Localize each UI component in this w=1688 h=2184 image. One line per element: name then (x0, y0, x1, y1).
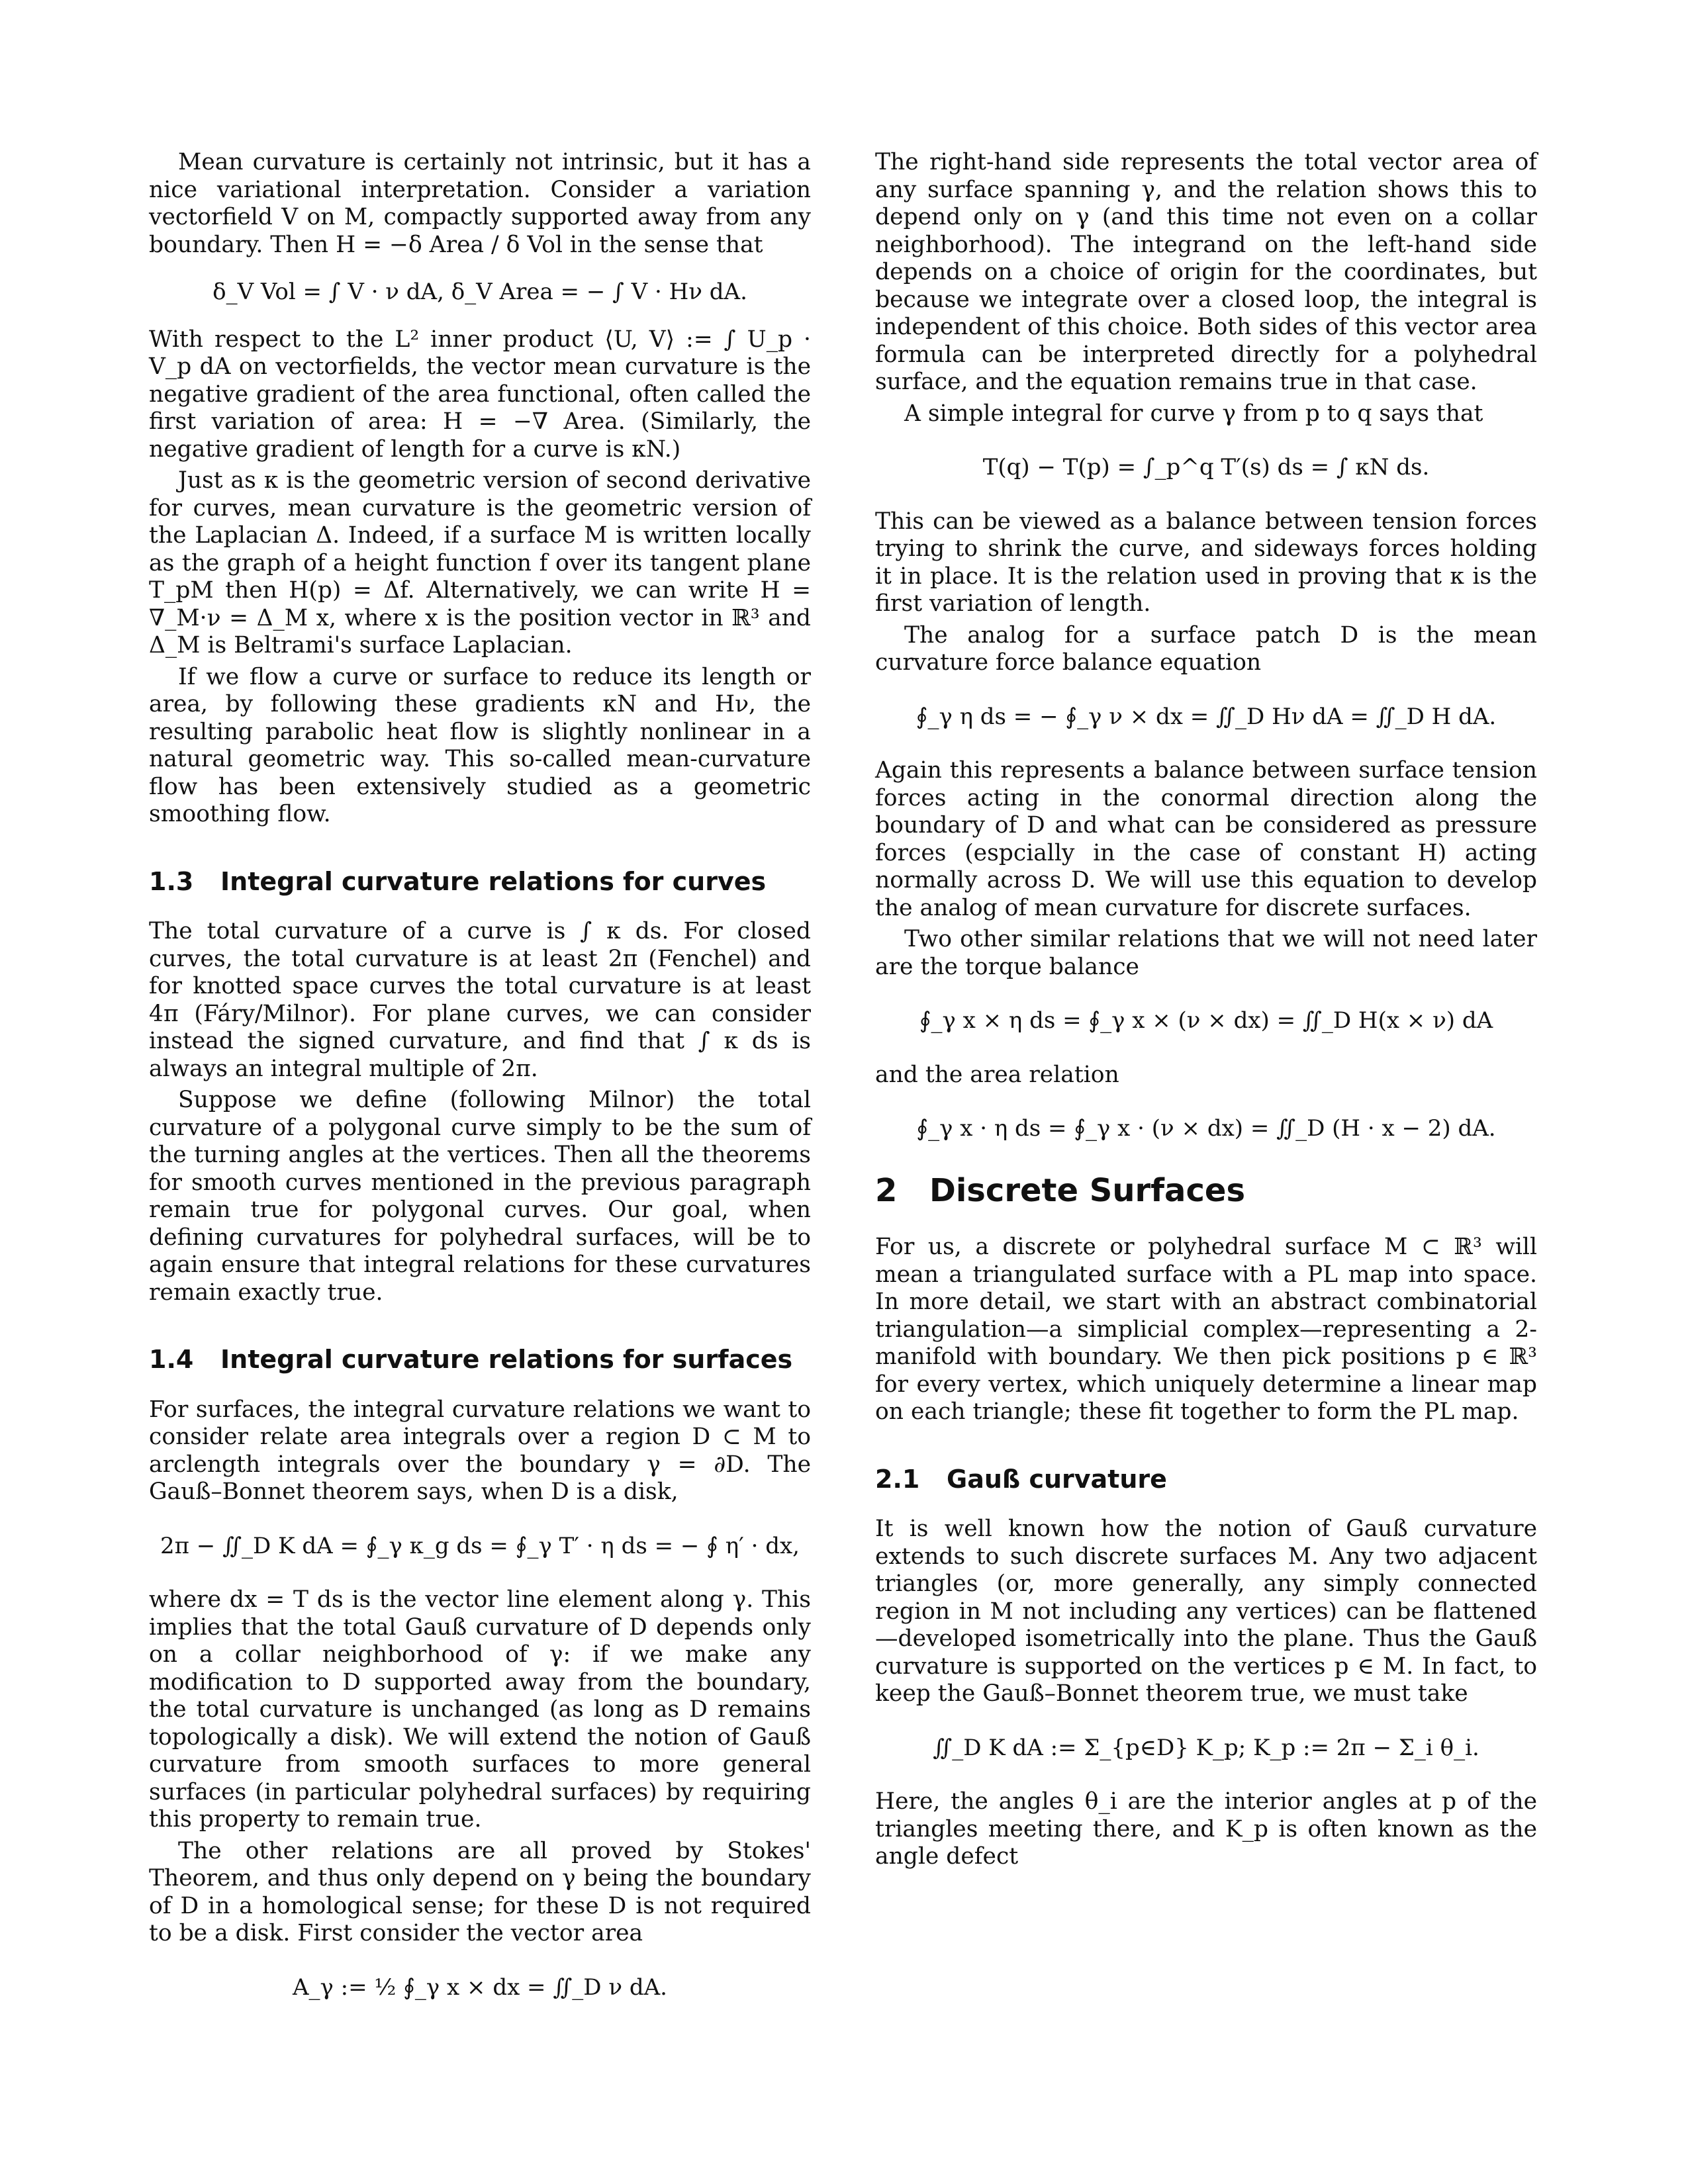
paragraph: With respect to the L² inner product ⟨U, V⟩ := ∫ U_p · V_p dA on vectorfields, the vector mean curvature is the negative gradient of the area functional, often called the first variation of area: H = −∇ Area. (Similarly, the negative gradient of length for a curve is κN.) (149, 326, 811, 463)
paragraph: For surfaces, the integral curvature relations we want to consider relate area integrals over a region D ⊂ M to arclength integrals over the boundary γ = ∂D. The Gauß–Bonnet theorem says, when D is a disk, (149, 1396, 811, 1505)
paragraph: The other relations are all proved by Stokes' Theorem, and thus only depend on γ being the boundary of D in a homological sense; for these D is not required to be a disk. First consider the vector area (149, 1837, 811, 1946)
paragraph: For us, a discrete or polyhedral surface M ⊂ ℝ³ will mean a triangulated surface with a PL map into space. In more detail, we start with an abstract combinatorial triangulation—a simplicial complex—representing a 2-manifold with boundary. We then pick positions p ∈ ℝ³ for every vertex, which uniquely determine a linear map on each triangle; these fit together to form the PL map. (875, 1234, 1537, 1425)
paragraph: Again this represents a balance between surface tension forces acting in the conormal direction along the boundary of D and what can be considered as pressure forces (espcially in the case of constant H) acting normally across D. We will use this equation to develop the analog of mean curvature for discrete surfaces. (875, 757, 1537, 921)
paragraph: Here, the angles θ_i are the interior angles at p of the triangles meeting there, and K_p is often known as the angle defect (875, 1788, 1537, 1870)
equation-area-relation: ∮_γ x · η ds = ∮_γ x · (ν × dx) = ∬_D (H · x − 2) dA. (916, 1115, 1496, 1142)
paragraph: where dx = T ds is the vector line element along γ. This implies that the total Gauß curvature of D depends only on a collar neighborhood of γ: if we make any modification to D supported away from the boundary, the total curvature is unchanged (as long as D remains topologically a disk). We will extend the notion of Gauß curvature from smooth surfaces to more general surfaces (in particular polyhedral surfaces) by requiring this property to remain true. (149, 1586, 811, 1833)
section-heading-2-1: 2.1 Gauß curvature (875, 1464, 1167, 1494)
equation-gauss-bonnet: 2π − ∬_D K dA = ∮_γ κ_g ds = ∮_γ T′ · η ds = − ∮ η′ · dx, (160, 1532, 800, 1559)
paragraph: Just as κ is the geometric version of second derivative for curves, mean curvature is the geometric version of the Laplacian Δ. Indeed, if a surface M is written locally as the graph of a height function f over its tangent plane T_pM then H(p) = Δf. Alternatively, we can write H = ∇_M·ν = Δ_M x, where x is the position vector in ℝ³ and Δ_M is Beltrami's surface Laplacian. (149, 467, 811, 659)
paragraph: The right-hand side represents the total vector area of any surface spanning γ, and the relation shows this to depend only on γ (and this time not even on a collar neighborhood). The integrand on the left-hand side depends on a choice of origin for the coordinates, but because we integrate over a closed loop, the integral is independent of this choice. Both sides of this vector area formula can be interpreted directly for a polyhedral surface, and the equation remains true in that case. (875, 149, 1537, 395)
paragraph: The analog for a surface patch D is the mean curvature force balance equation (875, 621, 1537, 676)
paragraph: It is well known how the notion of Gauß curvature extends to such discrete surfaces M. Any two adjacent triangles (or, more generally, any simply connected region in M not including any vertices) can be flattened—developed isometrically into the plane. Thus the Gauß curvature is supported on the vertices p ∈ M. In fact, to keep the Gauß–Bonnet theorem true, we must take (875, 1516, 1537, 1707)
equation-variation: δ_V Vol = ∫ V · ν dA, δ_V Area = − ∫ V · Hν dA. (212, 279, 747, 305)
paragraph: and the area relation (875, 1061, 1119, 1088)
equation-angle-defect: ∬_D K dA := Σ_{p∈D} K_p; K_p := 2π − Σ_i θ_i. (933, 1734, 1479, 1761)
equation-torque-balance: ∮_γ x × η ds = ∮_γ x × (ν × dx) = ∬_D H(x × ν) dA (919, 1007, 1493, 1034)
paragraph: Mean curvature is certainly not intrinsic, but it has a nice variational interpretation. Consider a variation vectorfield V on M, compactly supported away from any boundary. Then H = −δ Area / δ Vol in the sense that (149, 149, 811, 258)
paragraph: Suppose we define (following Milnor) the total curvature of a polygonal curve simply to be the sum of the turning angles at the vertices. Then all the theorems for smooth curves mentioned in the previous paragraph remain true for polygonal curves. Our goal, when defining curvatures for polyhedral surfaces, will be to again ensure that integral relations for these curvatures remain exactly true. (149, 1087, 811, 1306)
paragraph: A simple integral for curve γ from p to q says that (904, 400, 1483, 427)
section-heading-1-3: 1.3 Integral curvature relations for curves (149, 866, 767, 896)
paragraph: This can be viewed as a balance between tension forces trying to shrink the curve, and sideways forces holding it in place. It is the relation used in proving that κ is the first variation of length. (875, 508, 1537, 617)
paragraph: Two other similar relations that we will not need later are the torque balance (875, 926, 1537, 980)
equation-force-balance: ∮_γ η ds = − ∮_γ ν × dx = ∬_D Hν dA = ∬_D H dA. (915, 703, 1497, 730)
right-column (875, 149, 1537, 1871)
left-column (149, 149, 811, 2028)
paragraph: If we flow a curve or surface to reduce its length or area, by following these gradients κN and Hν, the resulting parabolic heat flow is slightly nonlinear in a natural geometric way. This so-called mean-curvature flow has been extensively studied as a geometric smoothing flow. (149, 663, 811, 827)
equation-curve-integral: T(q) − T(p) = ∫_p^q T′(s) ds = ∫ κN ds. (982, 454, 1430, 480)
equation-vector-area: A_γ := ½ ∮_γ x × dx = ∬_D ν dA. (293, 1974, 667, 2001)
section-heading-1-4: 1.4 Integral curvature relations for surfaces (149, 1345, 793, 1374)
section-heading-2: 2 Discrete Surfaces (875, 1171, 1246, 1209)
paragraph: The total curvature of a curve is ∫ κ ds. For closed curves, the total curvature is at least 2π (Fenchel) and for knotted space curves the total curvature is at least 4π (Fáry/Milnor). For plane curves, we can consider instead the signed curvature, and find that ∫ κ ds is always an integral multiple of 2π. (149, 918, 811, 1082)
